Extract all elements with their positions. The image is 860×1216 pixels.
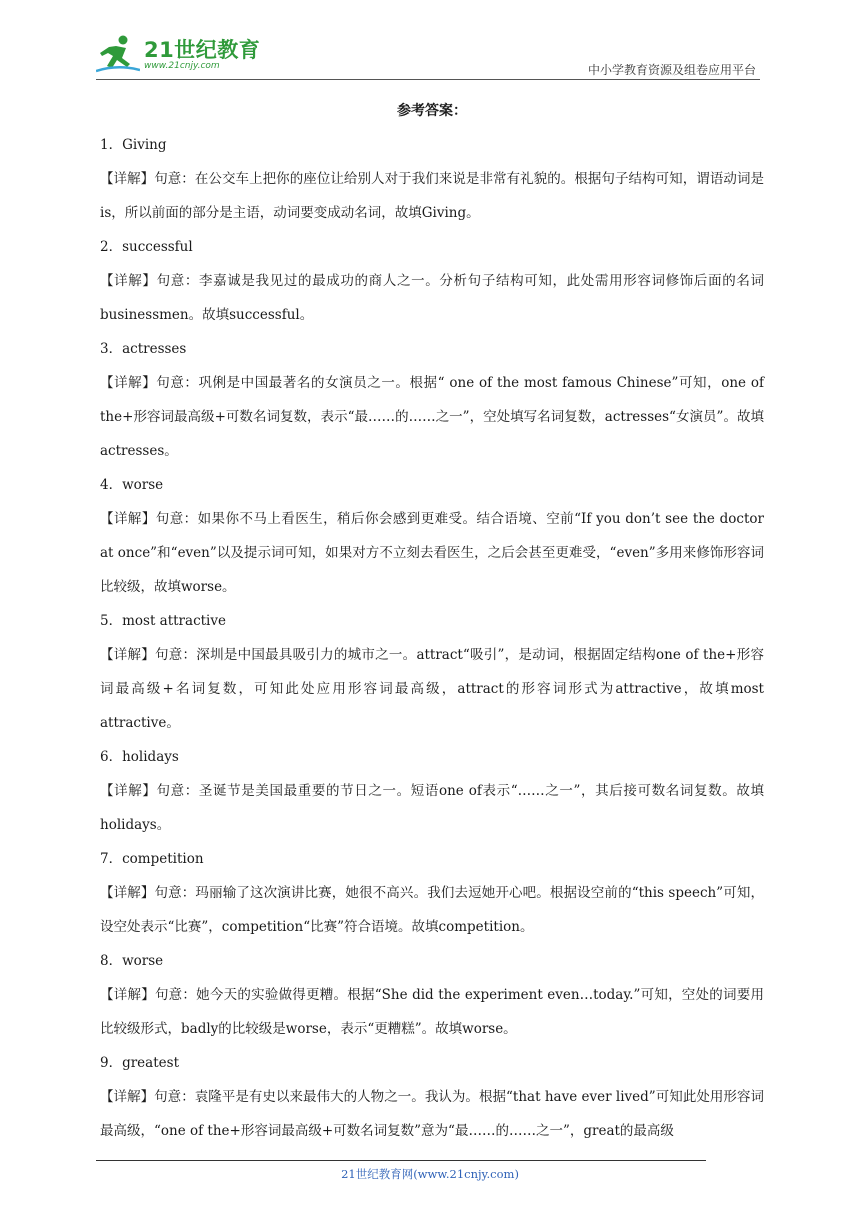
explanation-text: 【详解】句意：如果你不马上看医生，稍后你会感到更难受。结合语境、空前“If you don’t see the doctor at once”和“even”以及提示词可知，如果对方不立刻去看医生，之后会甚至更难受，“even”多用来修饰形容词比较级，故填worse。 [100,511,764,595]
logo-url: www.21cnjy.com [144,61,220,71]
footer-divider [96,1160,706,1161]
page-header [96,28,760,80]
explanation-text: 【详解】句意：深圳是中国最具吸引力的城市之一。attract“吸引”，是动词，根据固定结构one of the+形容词最高级+名词复数，可知此处应用形容词最高级，attract的形容词形式为attractive，故填most attractive。 [100,647,764,731]
answer-line: 5．most attractive [100,613,226,629]
answer-line: 7．competition [100,851,204,867]
answer-line: 4．worse [100,477,164,493]
page-title: 参考答案： [397,103,467,119]
answer-item [100,1046,764,1148]
explanation-text: 【详解】句意：在公交车上把你的座位让给别人对于我们来说是非常有礼貌的。根据句子结构可知，谓语动词是is，所以前面的部分是主语，动词要变成动名词，故填Giving。 [100,171,764,221]
answer-item [100,332,764,468]
platform-label: 中小学教育资源及组卷应用平台 [587,63,756,77]
answer-item [100,128,764,230]
logo-text: 21世纪教育 [144,38,261,62]
explanation-text: 【详解】句意：圣诞节是美国最重要的节日之一。短语one of表示“……之一”，其后接可数名词复数。故填holidays。 [100,783,764,833]
runner-logo-icon [96,34,140,74]
answer-item [100,842,764,944]
answer-item [100,230,764,332]
answer-line: 3．actresses [100,341,187,357]
explanation-text: 【详解】句意：袁隆平是有史以来最伟大的人物之一。我认为。根据“that have ever lived”可知此处用形容词最高级，“one of the+形容词最高级+可数名词复数”意为“最……的……之一”，great的最高级 [100,1089,764,1139]
answer-line: 1．Giving [100,137,167,153]
explanation-text: 【详解】句意：李嘉诚是我见过的最成功的商人之一。分析句子结构可知，此处需用形容词修饰后面的名词businessmen。故填successful。 [100,273,764,323]
footer-link[interactable]: 21世纪教育网(www.21cnjy.com) [341,1167,519,1181]
answer-item [100,604,764,740]
answer-item [100,944,764,1046]
site-logo[interactable] [96,34,266,76]
answer-line: 6．holidays [100,749,179,765]
answer-line: 2．successful [100,239,193,255]
answer-line: 8．worse [100,953,164,969]
explanation-text: 【详解】句意：玛丽输了这次演讲比赛，她很不高兴。我们去逗她开心吧。根据设空前的“this speech”可知，设空处表示“比赛”，competition“比赛”符合语境。故填competition。 [100,885,764,935]
answer-item [100,468,764,604]
answer-item [100,740,764,842]
explanation-text: 【详解】句意：巩俐是中国最著名的女演员之一。根据“ one of the most famous Chinese”可知，one of the+形容词最高级+可数名词复数，表示“最……的……之一”，空处填写名词复数，actresses“女演员”。故填actresses。 [100,375,764,459]
explanation-text: 【详解】句意：她今天的实验做得更糟。根据“She did the experiment even…today.”可知，空处的词要用比较级形式，badly的比较级是worse，表示“更糟糕”。故填worse。 [100,987,764,1037]
answer-line: 9．greatest [100,1055,179,1071]
answer-content [100,98,764,1148]
header-divider [96,79,760,80]
answer-list [100,128,764,1148]
